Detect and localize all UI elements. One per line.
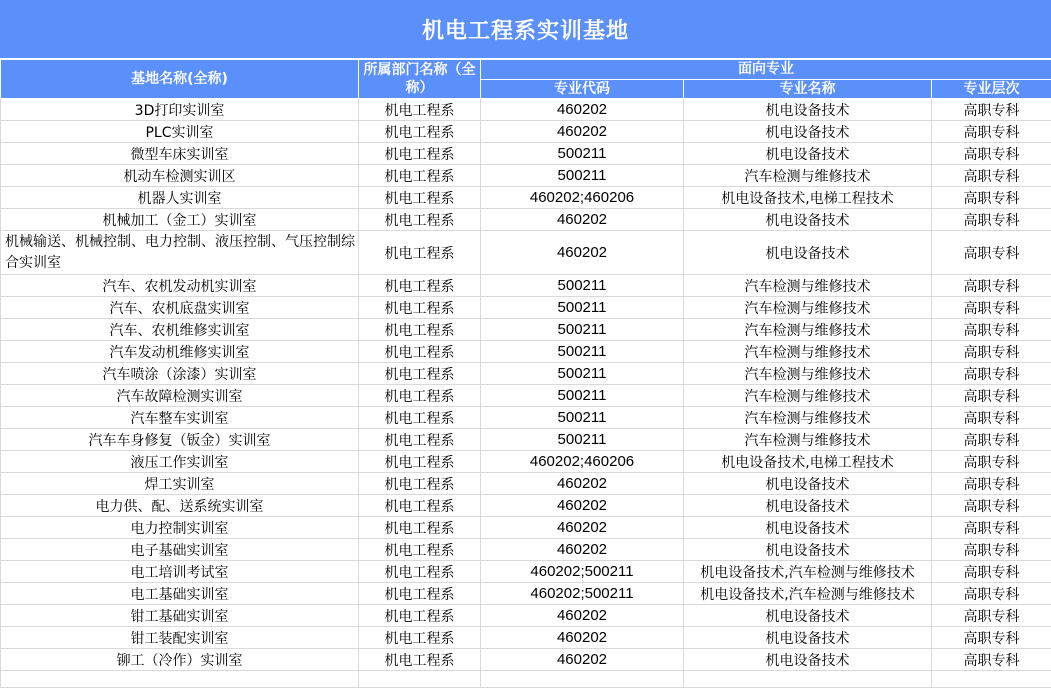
cell-major-name[interactable]: 汽车检测与维修技术 <box>684 275 932 297</box>
cell-major-name[interactable]: 机电设备技术 <box>684 99 932 121</box>
table-row <box>1 583 1051 605</box>
cell-major-code[interactable]: 460202 <box>481 473 684 495</box>
cell-major-level[interactable]: 高职专科 <box>932 517 1051 539</box>
table-row <box>1 429 1051 451</box>
sheet-title: 机电工程系实训基地 <box>0 0 1051 59</box>
cell-major-level[interactable]: 高职专科 <box>932 187 1051 209</box>
cell-major-level[interactable]: 高职专科 <box>932 209 1051 231</box>
training-base-table <box>0 59 1051 688</box>
cell-major-level[interactable]: 高职专科 <box>932 627 1051 649</box>
cell-base-name[interactable]: 汽车、农机底盘实训室 <box>1 297 359 319</box>
cell-major-name[interactable]: 机电设备技术 <box>684 649 932 671</box>
cell-base-name[interactable]: 汽车喷涂（涂漆）实训室 <box>1 363 359 385</box>
cell-major-name[interactable]: 机电设备技术 <box>684 473 932 495</box>
cell-major-code[interactable]: 460202 <box>481 209 684 231</box>
cell-major-level[interactable]: 高职专科 <box>932 231 1051 275</box>
table-row <box>1 165 1051 187</box>
cell-major-level[interactable]: 高职专科 <box>932 429 1051 451</box>
cell-major-level[interactable]: 高职专科 <box>932 341 1051 363</box>
cell-major-name[interactable]: 机电设备技术,汽车检测与维修技术 <box>684 583 932 605</box>
cell-major-code[interactable]: 460202 <box>481 121 684 143</box>
cell-major-name[interactable]: 汽车检测与维修技术 <box>684 341 932 363</box>
cell-dept[interactable]: 机电工程系 <box>359 165 481 187</box>
cell-base-name[interactable]: 汽车故障检测实训室 <box>1 385 359 407</box>
cell-dept[interactable]: 机电工程系 <box>359 99 481 121</box>
cell-major-name[interactable]: 机电设备技术 <box>684 627 932 649</box>
cell-dept[interactable]: 机电工程系 <box>359 649 481 671</box>
header-base-name[interactable]: 基地名称(全称) <box>1 60 359 99</box>
cell-major-name[interactable]: 汽车检测与维修技术 <box>684 429 932 451</box>
cell-dept[interactable]: 机电工程系 <box>359 275 481 297</box>
cell-major-name[interactable]: 机电设备技术 <box>684 539 932 561</box>
cell-major-name[interactable]: 机电设备技术 <box>684 495 932 517</box>
cell-base-name[interactable]: 机器人实训室 <box>1 187 359 209</box>
table-row <box>1 539 1051 561</box>
table-row <box>1 231 1051 275</box>
cell-dept[interactable]: 机电工程系 <box>359 517 481 539</box>
cell-major-name[interactable]: 机电设备技术 <box>684 209 932 231</box>
cell-major-code[interactable]: 500211 <box>481 143 684 165</box>
table-row <box>1 451 1051 473</box>
cell-major-level[interactable]: 高职专科 <box>932 99 1051 121</box>
cell-major-level[interactable]: 高职专科 <box>932 407 1051 429</box>
empty-cell[interactable] <box>1 671 359 688</box>
cell-base-name[interactable]: 电力供、配、送系统实训室 <box>1 495 359 517</box>
header-major-level[interactable]: 专业层次 <box>932 79 1051 99</box>
table-row <box>1 385 1051 407</box>
cell-dept[interactable]: 机电工程系 <box>359 363 481 385</box>
cell-major-name[interactable]: 机电设备技术,汽车检测与维修技术 <box>684 561 932 583</box>
cell-major-code[interactable]: 500211 <box>481 297 684 319</box>
cell-major-code[interactable]: 500211 <box>481 165 684 187</box>
cell-dept[interactable]: 机电工程系 <box>359 429 481 451</box>
cell-major-level[interactable]: 高职专科 <box>932 165 1051 187</box>
cell-major-name[interactable]: 汽车检测与维修技术 <box>684 363 932 385</box>
cell-major-name[interactable]: 汽车检测与维修技术 <box>684 297 932 319</box>
table-row <box>1 209 1051 231</box>
cell-dept[interactable]: 机电工程系 <box>359 319 481 341</box>
cell-major-code[interactable]: 460202 <box>481 517 684 539</box>
table-row <box>1 495 1051 517</box>
table-row <box>1 407 1051 429</box>
cell-dept[interactable]: 机电工程系 <box>359 407 481 429</box>
cell-dept[interactable]: 机电工程系 <box>359 539 481 561</box>
cell-base-name[interactable]: 汽车整车实训室 <box>1 407 359 429</box>
cell-major-name[interactable]: 机电设备技术 <box>684 231 932 275</box>
cell-base-name[interactable]: 汽车车身修复（钣金）实训室 <box>1 429 359 451</box>
cell-major-code[interactable]: 460202;460206 <box>481 187 684 209</box>
cell-base-name[interactable]: 汽车、农机维修实训室 <box>1 319 359 341</box>
cell-dept[interactable]: 机电工程系 <box>359 297 481 319</box>
cell-base-name[interactable]: 电工培训考试室 <box>1 561 359 583</box>
table-row <box>1 143 1051 165</box>
cell-major-code[interactable]: 460202;500211 <box>481 561 684 583</box>
cell-dept[interactable]: 机电工程系 <box>359 341 481 363</box>
cell-major-name[interactable]: 机电设备技术 <box>684 517 932 539</box>
cell-major-code[interactable]: 460202 <box>481 539 684 561</box>
cell-major-code[interactable]: 460202 <box>481 495 684 517</box>
cell-base-name[interactable]: 液压工作实训室 <box>1 451 359 473</box>
cell-major-name[interactable]: 机电设备技术,电梯工程技术 <box>684 451 932 473</box>
cell-major-name[interactable]: 汽车检测与维修技术 <box>684 407 932 429</box>
cell-major-code[interactable]: 460202;460206 <box>481 451 684 473</box>
cell-major-code[interactable]: 460202 <box>481 649 684 671</box>
empty-cell[interactable] <box>932 671 1051 688</box>
cell-dept[interactable]: 机电工程系 <box>359 561 481 583</box>
cell-major-name[interactable]: 汽车检测与维修技术 <box>684 385 932 407</box>
cell-dept[interactable]: 机电工程系 <box>359 495 481 517</box>
cell-base-name[interactable]: 汽车、农机发动机实训室 <box>1 275 359 297</box>
cell-major-level[interactable]: 高职专科 <box>932 121 1051 143</box>
cell-major-name[interactable]: 机电设备技术 <box>684 121 932 143</box>
cell-major-level[interactable]: 高职专科 <box>932 583 1051 605</box>
cell-dept[interactable]: 机电工程系 <box>359 143 481 165</box>
cell-base-name[interactable]: 钳工基础实训室 <box>1 605 359 627</box>
cell-major-code[interactable]: 500211 <box>481 275 684 297</box>
cell-dept[interactable]: 机电工程系 <box>359 121 481 143</box>
cell-major-code[interactable]: 500211 <box>481 385 684 407</box>
cell-major-code[interactable]: 500211 <box>481 363 684 385</box>
cell-major-level[interactable]: 高职专科 <box>932 539 1051 561</box>
cell-base-name[interactable]: 微型车床实训室 <box>1 143 359 165</box>
table-row <box>1 319 1051 341</box>
cell-major-code[interactable]: 500211 <box>481 341 684 363</box>
cell-dept[interactable]: 机电工程系 <box>359 385 481 407</box>
cell-base-name[interactable]: 铆工（冷作）实训室 <box>1 649 359 671</box>
table-row <box>1 517 1051 539</box>
cell-major-level[interactable]: 高职专科 <box>932 451 1051 473</box>
cell-base-name[interactable]: 电子基础实训室 <box>1 539 359 561</box>
cell-dept[interactable]: 机电工程系 <box>359 209 481 231</box>
cell-dept[interactable]: 机电工程系 <box>359 627 481 649</box>
cell-major-level[interactable]: 高职专科 <box>932 561 1051 583</box>
cell-major-name[interactable]: 机电设备技术,电梯工程技术 <box>684 187 932 209</box>
cell-dept[interactable]: 机电工程系 <box>359 187 481 209</box>
table-row <box>1 363 1051 385</box>
cell-base-name[interactable]: PLC实训室 <box>1 121 359 143</box>
cell-dept[interactable]: 机电工程系 <box>359 231 481 275</box>
cell-major-level[interactable]: 高职专科 <box>932 649 1051 671</box>
cell-base-name[interactable]: 汽车发动机维修实训室 <box>1 341 359 363</box>
empty-cell[interactable] <box>359 671 481 688</box>
cell-major-level[interactable]: 高职专科 <box>932 297 1051 319</box>
cell-dept[interactable]: 机电工程系 <box>359 605 481 627</box>
table-body <box>1 99 1051 688</box>
cell-base-name[interactable]: 钳工装配实训室 <box>1 627 359 649</box>
cell-major-level[interactable]: 高职专科 <box>932 143 1051 165</box>
table-row <box>1 275 1051 297</box>
cell-dept[interactable]: 机电工程系 <box>359 583 481 605</box>
cell-dept[interactable]: 机电工程系 <box>359 473 481 495</box>
cell-major-code[interactable]: 460202 <box>481 99 684 121</box>
cell-major-name[interactable]: 汽车检测与维修技术 <box>684 165 932 187</box>
cell-base-name[interactable]: 3D打印实训室 <box>1 99 359 121</box>
cell-base-name[interactable]: 电工基础实训室 <box>1 583 359 605</box>
header-majors-group[interactable]: 面向专业 <box>481 60 1051 80</box>
cell-major-level[interactable]: 高职专科 <box>932 473 1051 495</box>
cell-major-level[interactable]: 高职专科 <box>932 385 1051 407</box>
cell-dept[interactable]: 机电工程系 <box>359 451 481 473</box>
cell-major-code[interactable]: 500211 <box>481 319 684 341</box>
empty-cell[interactable] <box>684 671 932 688</box>
cell-major-code[interactable]: 500211 <box>481 429 684 451</box>
cell-major-code[interactable]: 500211 <box>481 407 684 429</box>
empty-row <box>1 671 1051 688</box>
cell-base-name[interactable]: 电力控制实训室 <box>1 517 359 539</box>
table-row <box>1 297 1051 319</box>
cell-major-name[interactable]: 机电设备技术 <box>684 143 932 165</box>
cell-major-code[interactable]: 460202 <box>481 605 684 627</box>
cell-major-name[interactable]: 汽车检测与维修技术 <box>684 319 932 341</box>
table-row <box>1 627 1051 649</box>
table-row <box>1 649 1051 671</box>
cell-major-level[interactable]: 高职专科 <box>932 605 1051 627</box>
table-row <box>1 605 1051 627</box>
cell-major-name[interactable]: 机电设备技术 <box>684 605 932 627</box>
header-dept[interactable]: 所属部门名称（全称） <box>359 60 481 99</box>
cell-major-code[interactable]: 460202;500211 <box>481 583 684 605</box>
cell-base-name[interactable]: 机动车检测实训区 <box>1 165 359 187</box>
table-row <box>1 99 1051 121</box>
cell-base-name[interactable]: 机械加工（金工）实训室 <box>1 209 359 231</box>
cell-major-level[interactable]: 高职专科 <box>932 319 1051 341</box>
header-major-code[interactable]: 专业代码 <box>481 79 684 99</box>
table-row <box>1 187 1051 209</box>
cell-major-level[interactable]: 高职专科 <box>932 495 1051 517</box>
cell-major-level[interactable]: 高职专科 <box>932 275 1051 297</box>
cell-major-code[interactable]: 460202 <box>481 231 684 275</box>
empty-cell[interactable] <box>481 671 684 688</box>
table-row <box>1 561 1051 583</box>
table-row <box>1 473 1051 495</box>
cell-base-name[interactable]: 焊工实训室 <box>1 473 359 495</box>
header-major-name[interactable]: 专业名称 <box>684 79 932 99</box>
cell-major-level[interactable]: 高职专科 <box>932 363 1051 385</box>
cell-base-name[interactable]: 机械输送、机械控制、电力控制、液压控制、气压控制综合实训室 <box>1 231 359 275</box>
table-row <box>1 341 1051 363</box>
cell-major-code[interactable]: 460202 <box>481 627 684 649</box>
table-row <box>1 121 1051 143</box>
